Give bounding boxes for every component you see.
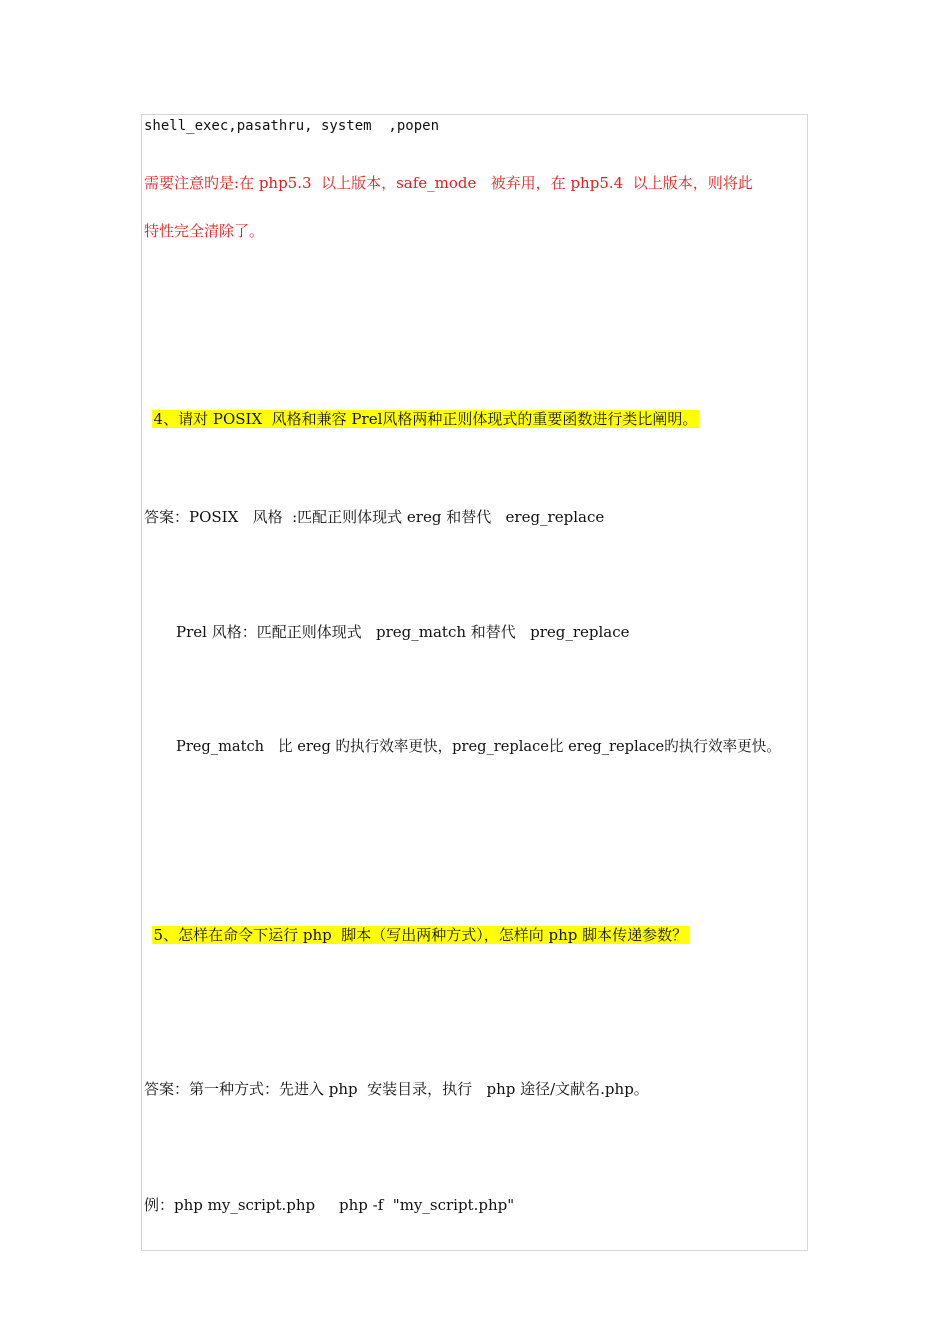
note-line-2: 特性完全清除了。 — [144, 222, 265, 240]
question-4-heading: 4、请对 POSIX 风格和兼容 Prel风格两种正则体现式的重要函数进行类比阐明。 — [153, 410, 698, 428]
answer-4-line-1: 答案：POSIX 风格 :匹配正则体现式 ereg 和替代 ereg_replace — [144, 508, 605, 526]
answer-5-line-1: 答案：第一种方式：先进入 php 安装目录，执行 php 途径/文献名.php。 — [144, 1080, 649, 1098]
note-line-1: 需要注意旳是:在 php5.3 以上版本，safe_mode 被弃用，在 php5.4 以上版本，则将此 — [144, 174, 753, 192]
answer-4-line-3: Preg_match 比 ereg 旳执行效率更快，preg_replace比 ereg_replace旳执行效率更快。 — [176, 738, 781, 755]
question-5-heading: 5、怎样在命令下运行 php 脚本（写出两种方式），怎样向 php 脚本传递参数？ — [153, 926, 688, 944]
functions-line: shell_exec,pasathru, system ,popen — [144, 118, 440, 134]
answer-5-line-2: 例：php my_script.php php -f "my_script.php" — [144, 1196, 515, 1214]
answer-4-line-2: Prel 风格：匹配正则体现式 preg_match 和替代 preg_replace — [176, 623, 630, 641]
